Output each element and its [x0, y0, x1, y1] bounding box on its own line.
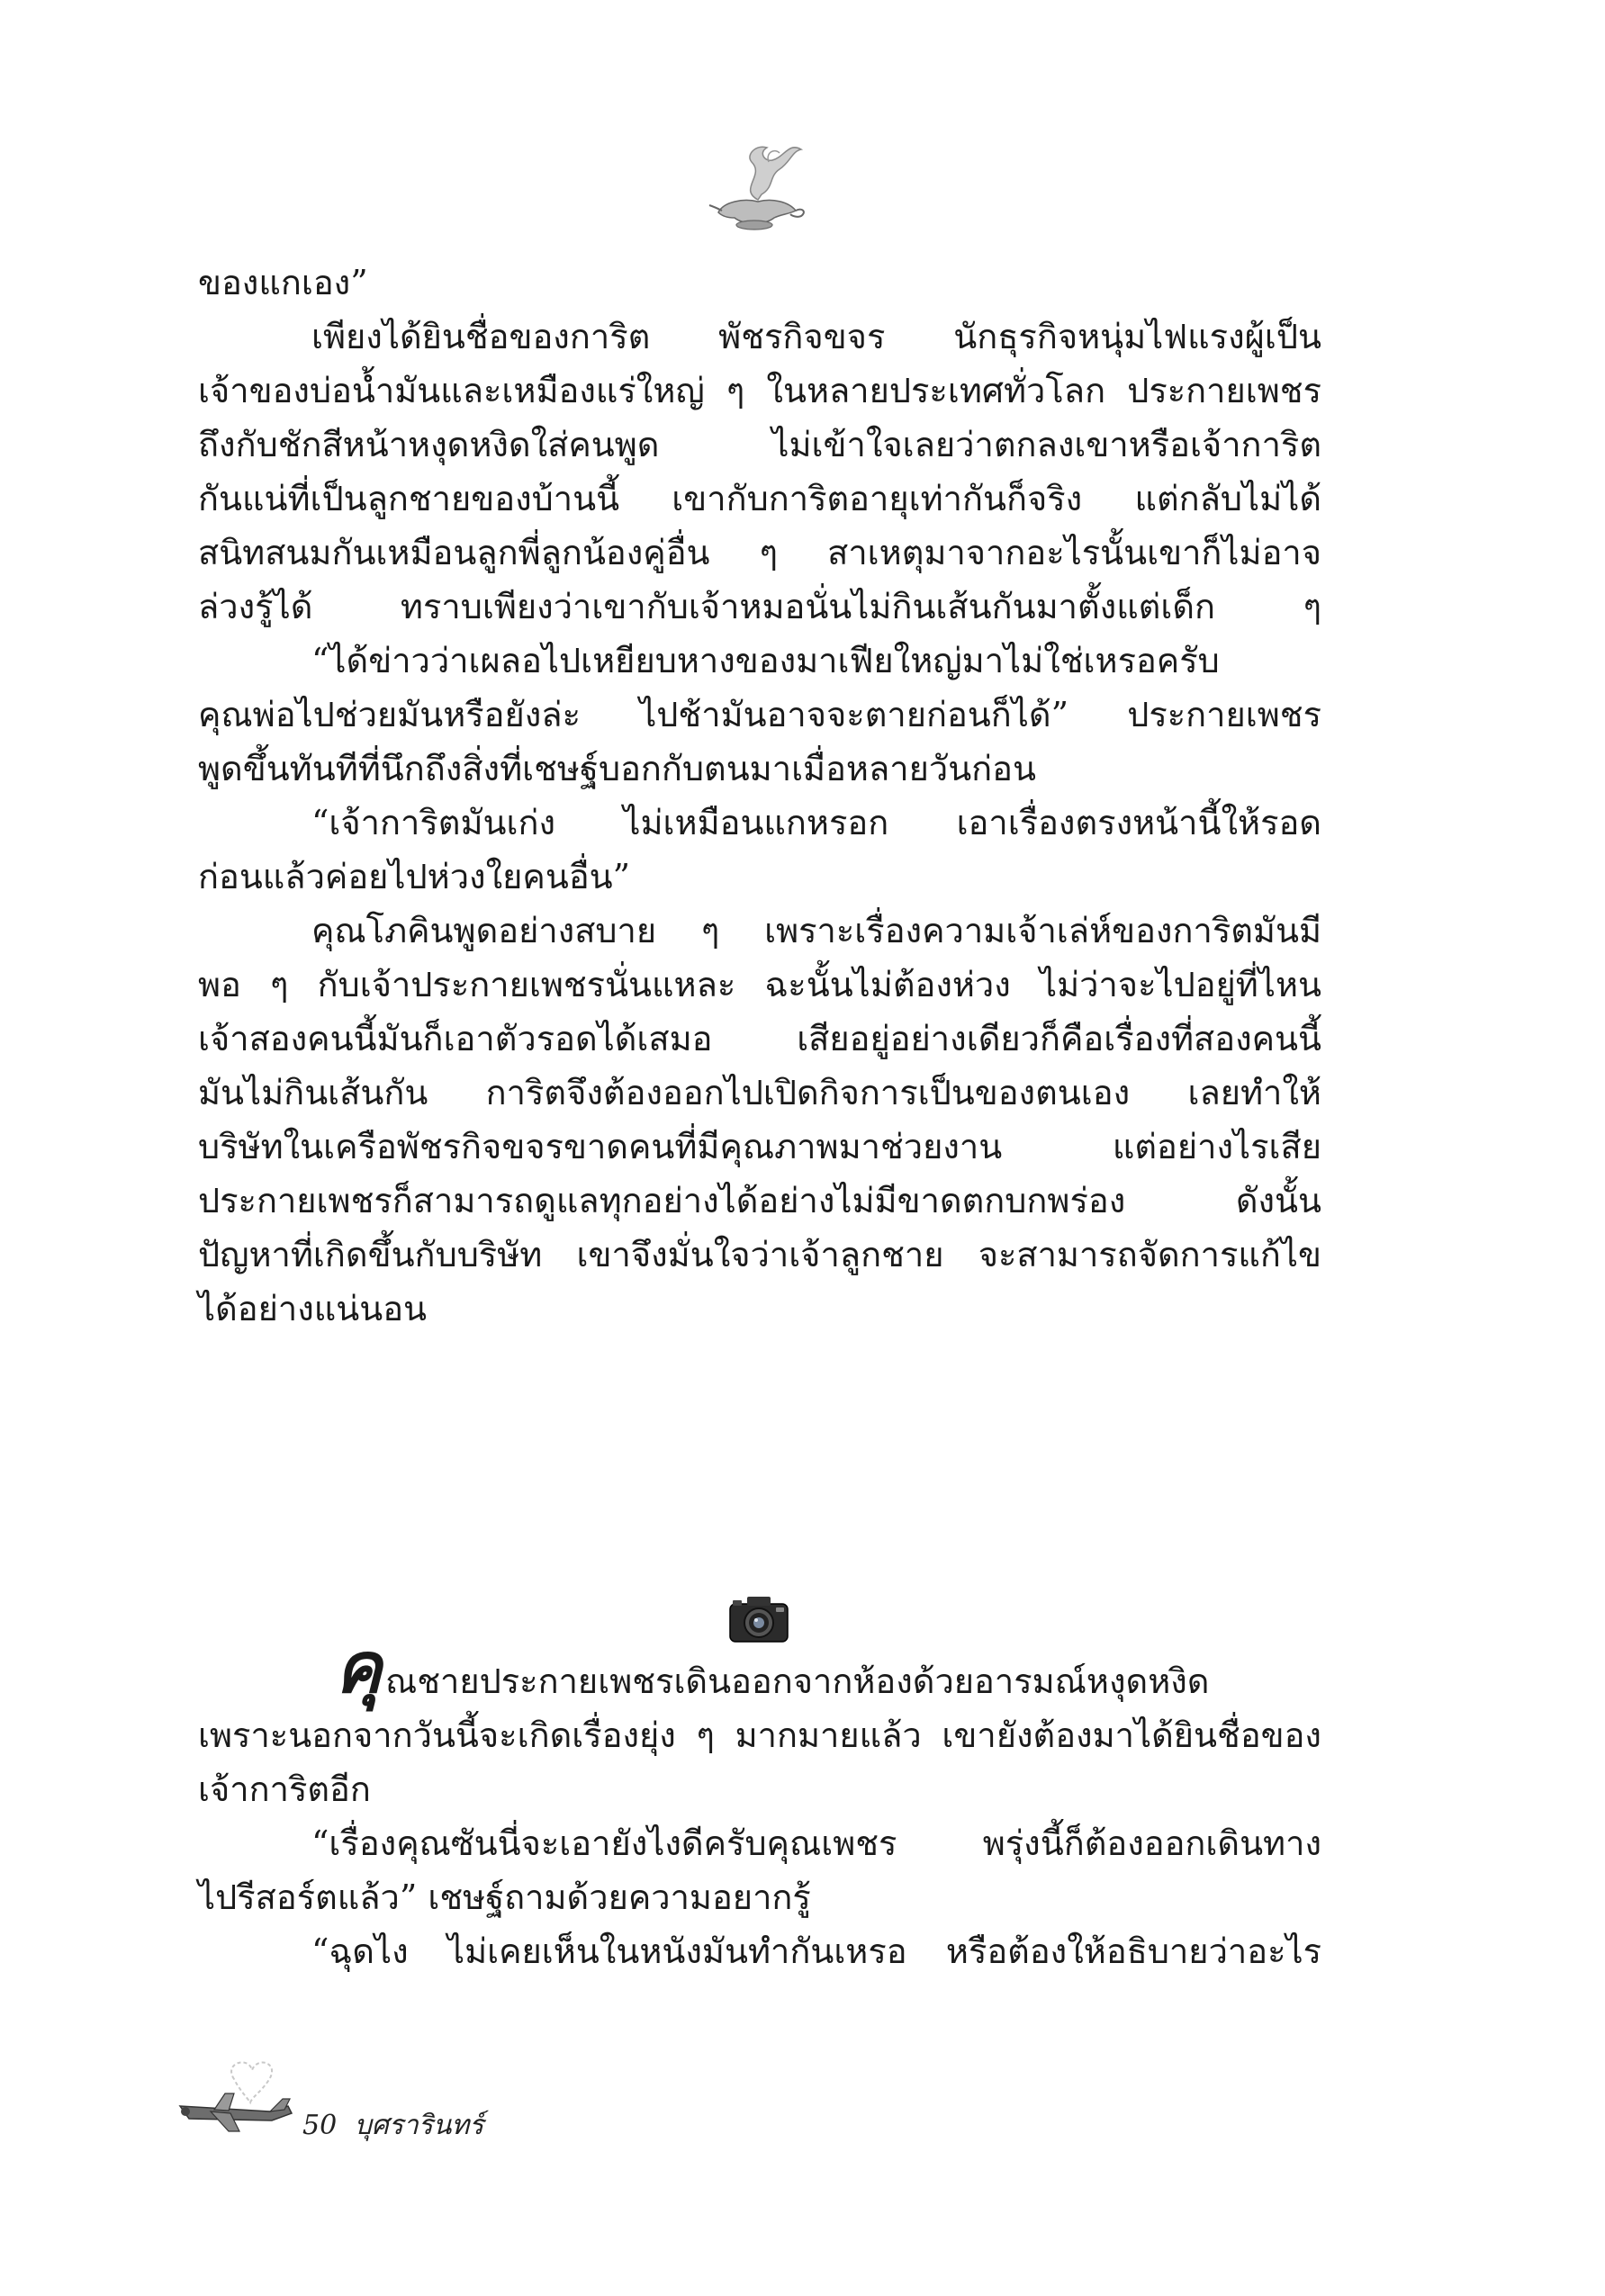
section-two-text [198, 1627, 1321, 1978]
text-line: เจ้าการิตอีก [198, 1769, 371, 1809]
text-line: เจ้าสองคนนี้มันก็เอาตัวรอดได้เสมอ เสียอยู่อย่างเดียวก็คือเรื่องที่สองคนนี้ [198, 1019, 1321, 1058]
airplane-heart-icon [171, 2043, 306, 2142]
text-line: เพียงได้ยินชื่อของการิต พัชรกิจขจร นักธุรกิจหนุ่มไฟแรงผู้เป็น [311, 317, 1321, 356]
text-line [198, 1627, 1321, 1709]
genie-lamp-icon [702, 135, 810, 243]
text-line: เพราะนอกจากวันนี้จะเกิดเรื่องยุ่ง ๆ มากมายแล้ว เขายังต้องมาได้ยินชื่อของ [198, 1715, 1321, 1755]
text-line: สนิทสนมกันเหมือนลูกพี่ลูกน้องคู่อื่น ๆ สาเหตุมาจากอะไรนั้นเขาก็ไม่อาจ [198, 533, 1321, 572]
text-line: ก่อนแล้วค่อยไปห่วงใยคนอื่น” [198, 857, 631, 896]
text-line: พอ ๆ กับเจ้าประกายเพชรนั่นแหละ ฉะนั้นไม่ต้องห่วง ไม่ว่าจะไปอยู่ที่ไหน [198, 965, 1321, 1004]
text-line: ไปรีสอร์ตแล้ว” เชษฐ์ถามด้วยความอยากรู้ [198, 1877, 811, 1917]
text-line: พูดขึ้นทันทีที่นึกถึงสิ่งที่เชษฐ์บอกกับตนมาเมื่อหลายวันก่อน [198, 749, 1036, 788]
text-line: บริษัทในเครือพัชรกิจขจรขาดคนที่มีคุณภาพมาช่วยงาน แต่อย่างไรเสีย [198, 1127, 1321, 1166]
text-line: คุณโภคินพูดอย่างสบาย ๆ เพราะเรื่องความเจ้าเล่ห์ของการิตมันมี [311, 911, 1321, 950]
body-text [198, 256, 1321, 1588]
text-line: “เรื่องคุณซันนี่จะเอายังไงดีครับคุณเพชร พรุ่งนี้ก็ต้องออกเดินทาง [311, 1823, 1321, 1863]
text-line: ปัญหาที่เกิดขึ้นกับบริษัท เขาจึงมั่นใจว่าเจ้าลูกชาย จะสามารถจัดการแก้ไข [198, 1235, 1321, 1274]
page-footer [302, 2104, 483, 2147]
text-line: ของแกเอง” [198, 263, 368, 302]
text-line: ประกายเพชรก็สามารถดูแลทุกอย่างได้อย่างไม่มีขาดตกบกพร่อง ดังนั้น [198, 1181, 1321, 1220]
text-line: “ฉุดไง ไม่เคยเห็นในหนังมันทำกันเหรอ หรือต้องให้อธิบายว่าอะไร [311, 1931, 1321, 1971]
drop-cap: คุ [335, 1627, 383, 1709]
text-line: “เจ้าการิตมันเก่ง ไม่เหมือนแกหรอก เอาเรื่องตรงหน้านี้ให้รอด [311, 803, 1321, 842]
text-line: “ได้ข่าวว่าเผลอไปเหยียบหางของมาเฟียใหญ่มาไม่ใช่เหรอครับ [311, 641, 1220, 680]
page-number: 50 [302, 2110, 338, 2141]
text-line: คุณพ่อไปช่วยมันหรือยังล่ะ ไปช้ามันอาจจะตายก่อนก็ได้” ประกายเพชร [198, 695, 1321, 734]
text-line: ล่วงรู้ได้ ทราบเพียงว่าเขากับเจ้าหมอนั่นไม่กินเส้นกันมาตั้งแต่เด็ก ๆ [198, 587, 1321, 626]
text-line: กันแน่ที่เป็นลูกชายของบ้านนี้ เขากับการิตอายุเท่ากันก็จริง แต่กลับไม่ได้ [198, 479, 1321, 518]
drop-cap-line-text: ณชายประกายเพชรเดินออกจากห้องด้วยอารมณ์หงุดหงิด [385, 1661, 1210, 1701]
text-line: เจ้าของบ่อน้ำมันและเหมืองแร่ใหญ่ ๆ ในหลายประเทศทั่วโลก ประกายเพชร [198, 371, 1321, 410]
text-line: ถึงกับชักสีหน้าหงุดหงิดใส่คนพูด ไม่เข้าใจเลยว่าตกลงเขาหรือเจ้าการิต [198, 425, 1321, 464]
text-line: ได้อย่างแน่นอน [198, 1289, 428, 1328]
author-name: บุศรารินทร์ [354, 2110, 484, 2141]
camera-icon [727, 1593, 790, 1645]
text-line: มันไม่กินเส้นกัน การิตจึงต้องออกไปเปิดกิจการเป็นของตนเอง เลยทำให้ [198, 1073, 1321, 1112]
